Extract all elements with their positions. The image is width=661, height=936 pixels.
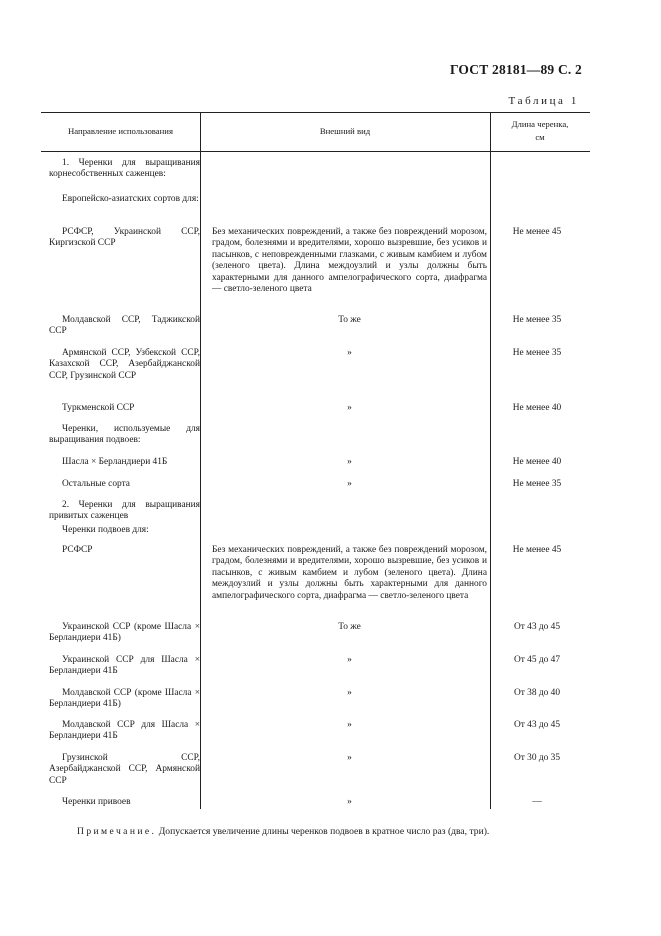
table-row-appearance: » <box>347 655 352 665</box>
table-row-appearance: » <box>347 797 352 807</box>
table-top-border <box>41 112 590 113</box>
table-row-usage: Черенки привоев <box>62 797 131 807</box>
table-row-usage: Туркменской ССР <box>62 403 135 413</box>
table-row-length: От 43 до 45 <box>513 622 561 632</box>
table-row-usage: Шасла × Берландиери 41Б <box>62 457 168 467</box>
table-row-usage: 1. Черенки для выращивания корнесобственных саженцев: <box>49 158 200 180</box>
table-row-appearance: То же <box>338 622 361 632</box>
column-divider <box>490 112 491 809</box>
table-row-usage: Грузинской ССР, Азербайджанской ССР, Армянской ССР <box>49 753 200 786</box>
table-row-length: Не менее 35 <box>512 479 562 489</box>
table-row-usage: Молдавской ССР (кроме Шасла × Берландиери 41Б) <box>49 688 200 710</box>
table-row-usage: Европейско-азиатских сортов для: <box>62 194 199 204</box>
header-appearance: Внешний вид <box>319 126 371 136</box>
table-row-appearance: » <box>347 457 352 467</box>
table-row-length: От 43 до 45 <box>513 720 561 730</box>
note-text: Допускается увеличение длины черенков подвоев в кратное число раз (два, три). <box>156 826 490 837</box>
column-divider <box>200 112 201 809</box>
table-row-usage: Армянской ССР, Узбекской ССР, Казахской ССР, Азербайджанской ССР, Грузинской ССР <box>49 348 200 381</box>
table-row-appearance: » <box>347 479 352 489</box>
table-row-appearance: » <box>347 348 352 358</box>
header-bottom-border <box>41 151 590 152</box>
table-row-usage: 2. Черенки для выращивания привитых саженцев <box>49 500 200 522</box>
table-row-length: — <box>532 797 542 807</box>
table-row-usage: Молдавской ССР, Таджикской ССР <box>49 315 200 337</box>
table-row-usage: Молдавской ССР для Шасла × Берландиери 41Б <box>49 720 200 742</box>
table-row-length: От 45 до 47 <box>513 655 561 665</box>
note-label: Примечание. <box>77 826 157 837</box>
table-row-appearance: То же <box>338 315 361 325</box>
table-row-length: Не менее 35 <box>512 348 562 358</box>
header-usage: Направление использования <box>68 126 173 136</box>
table-row-usage: Украинской ССР для Шасла × Берландиери 41Б <box>49 655 200 677</box>
table-row-length: Не менее 40 <box>512 457 562 467</box>
table-row-length: От 38 до 40 <box>513 688 561 698</box>
table-row-length: Не менее 35 <box>512 315 562 325</box>
table-row-usage: Остальные сорта <box>62 479 130 489</box>
table-row-appearance: Без механических повреждений, а также без повреждений морозом, градом, болезнями и вредителями, хорошо вызревшие, без усиков и пасынков, с неповрежденными глазками, с живым камбием и лубом (зеленого цвета). Длина междоузлий и узлы должны быть характерными для данного ампелографического сорта, диафрагма — светло-зеленого цвета <box>212 227 487 295</box>
table-row-usage: Черенки, используемые для выращивания подвоев: <box>49 424 200 446</box>
table-row-usage: РСФСР <box>62 545 93 555</box>
table-row-appearance: Без механических повреждений, а также без повреждений морозом, градом, болезнями и вредителями, хорошо вызревшие, без усиков и пасынков, с живым камбием и лубом (зеленого цвета). Длина междоузлий и узлы должны быть характерными для данного ампелографического сорта, диафрагма — светло-зеленого цвета <box>212 545 487 601</box>
table-label: Таблица 1 <box>508 95 579 107</box>
table-row-appearance: » <box>347 403 352 413</box>
table-note <box>77 826 489 837</box>
header-length: Длина черенка, см <box>511 119 569 142</box>
table-row-usage: Черенки подвоев для: <box>62 525 149 535</box>
table-row-appearance: » <box>347 720 352 730</box>
table-row-length: Не менее 45 <box>512 545 562 555</box>
table-row-length: Не менее 40 <box>512 403 562 413</box>
table-row-length: Не менее 45 <box>512 227 562 237</box>
table-row-appearance: » <box>347 753 352 763</box>
table-row-appearance: » <box>347 688 352 698</box>
table-row-usage: РСФСР, Украинской ССР, Киргизской ССР <box>49 227 200 249</box>
document-header: ГОСТ 28181—89 С. 2 <box>449 62 582 77</box>
table-row-length: От 30 до 35 <box>513 753 561 763</box>
table-row-usage: Украинской ССР (кроме Шасла × Берландиери 41Б) <box>49 622 200 644</box>
